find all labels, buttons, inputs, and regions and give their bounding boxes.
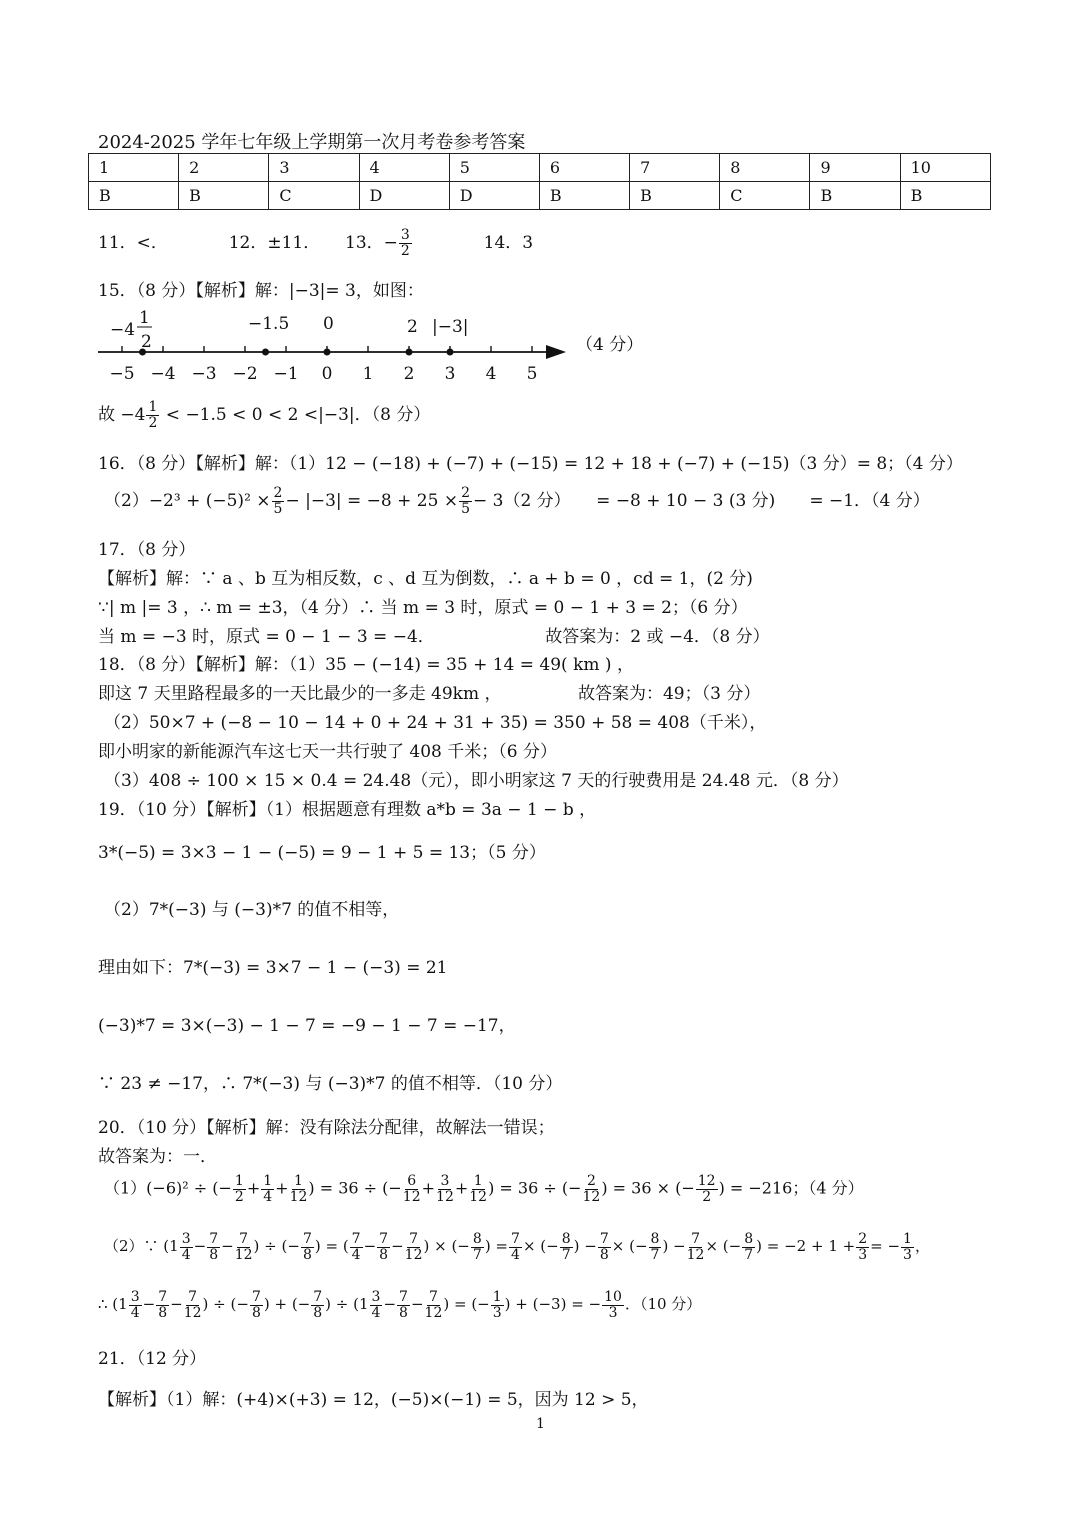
denominator: 4 bbox=[511, 1246, 520, 1263]
expr-part: ) ÷ (− bbox=[253, 1237, 300, 1256]
q19-line3: （2）7*(−3) 与 (−3)*7 的值不相等， bbox=[104, 900, 400, 920]
numerator: 2 bbox=[858, 1231, 868, 1247]
arrow-icon bbox=[546, 345, 566, 359]
q18-line1: 18．（8 分）【解析】解：（1）35 − (−14) = 35 + 14 = 49( km ) ， bbox=[98, 655, 634, 675]
table-cell: 2 bbox=[179, 154, 269, 182]
fraction bbox=[405, 1232, 423, 1262]
numerator: 7 bbox=[239, 1231, 249, 1247]
point-label-abs-neg-3: |−3| bbox=[432, 317, 469, 337]
numerator: 7 bbox=[399, 1289, 408, 1305]
denominator: 3 bbox=[903, 1246, 912, 1263]
expr-part: × (− bbox=[705, 1237, 742, 1256]
expr-part: ) − bbox=[662, 1237, 686, 1256]
tick-label: 3 bbox=[444, 364, 456, 384]
point-label-neg-4-half: −4 bbox=[110, 320, 136, 340]
expr-part: − bbox=[363, 1237, 377, 1256]
tick-label: −3 bbox=[191, 364, 217, 384]
table-cell: 7 bbox=[630, 154, 720, 182]
denominator: 12 bbox=[424, 1304, 443, 1321]
fraction bbox=[491, 1290, 504, 1320]
numerator: 7 bbox=[409, 1231, 419, 1247]
numerator: 1 bbox=[148, 399, 158, 416]
denominator: 4 bbox=[351, 1246, 361, 1263]
fraction bbox=[583, 1174, 601, 1204]
denominator: 7 bbox=[744, 1246, 754, 1263]
q15-score: （4 分） bbox=[576, 335, 644, 355]
numerator: 7 bbox=[691, 1231, 701, 1247]
numerator: 7 bbox=[351, 1231, 361, 1247]
fraction bbox=[742, 1232, 755, 1262]
fraction bbox=[598, 1232, 611, 1262]
denominator: 12 bbox=[183, 1304, 202, 1321]
denominator: 8 bbox=[302, 1246, 312, 1263]
table-cell: B bbox=[630, 182, 720, 210]
numerator: 7 bbox=[209, 1231, 219, 1247]
expr-part: ) + (− bbox=[263, 1295, 311, 1314]
expr-part: − bbox=[391, 1237, 404, 1256]
fraction bbox=[377, 1232, 390, 1262]
denominator: 4 bbox=[181, 1246, 191, 1263]
table-cell: B bbox=[810, 182, 900, 210]
denominator: 2 bbox=[702, 1188, 712, 1205]
denominator: 2 bbox=[234, 1188, 244, 1205]
q16-part: − |−3| = −8 + 25 × bbox=[285, 491, 459, 511]
page-number: 1 bbox=[536, 1416, 545, 1432]
q15-conclusion bbox=[98, 400, 430, 431]
expr-part: − bbox=[221, 1237, 234, 1256]
answer-13-prefix: 13．− bbox=[345, 233, 398, 253]
denominator: 3 bbox=[858, 1246, 868, 1263]
expr-part: × (− bbox=[611, 1237, 648, 1256]
numerator: 7 bbox=[302, 1231, 312, 1247]
answer-13 bbox=[345, 227, 413, 259]
table-cell: C bbox=[269, 182, 359, 210]
denominator: 8 bbox=[209, 1246, 219, 1263]
fraction bbox=[184, 1290, 202, 1320]
fraction bbox=[509, 1232, 522, 1262]
expr-part: ) ÷ (1 bbox=[325, 1295, 369, 1314]
numerator: 1 bbox=[903, 1231, 912, 1247]
fraction bbox=[901, 1232, 914, 1262]
expr-part: ) + (−3) = − bbox=[504, 1295, 602, 1314]
denominator: 8 bbox=[313, 1304, 323, 1321]
q20-part2 bbox=[104, 1232, 930, 1262]
answer-11: 11．<． bbox=[98, 233, 168, 253]
table-cell: B bbox=[89, 182, 179, 210]
fraction bbox=[146, 400, 159, 430]
q16-line2 bbox=[104, 486, 930, 517]
numerator: 1 bbox=[234, 1173, 244, 1189]
point-label-two: 2 bbox=[407, 317, 418, 337]
numerator: 2 bbox=[586, 1173, 596, 1189]
q21-line2: 【解析】（1）解：(+4)×(+3) = 12，(−5)×(−1) = 5，因为 12 > 5， bbox=[98, 1390, 649, 1410]
q20-line2: 故答案为：一． bbox=[98, 1147, 217, 1167]
expr-part: × (− bbox=[522, 1237, 559, 1256]
fraction bbox=[129, 1290, 142, 1320]
denominator: 3 bbox=[492, 1304, 502, 1321]
numerator: 3 bbox=[400, 227, 410, 244]
numerator: 7 bbox=[313, 1289, 323, 1305]
denominator: 4 bbox=[371, 1304, 381, 1321]
point-label-frac-num: 1 bbox=[139, 308, 150, 328]
q17-line4: 当 m = −3 时，原式 = 0 − 1 − 3 = −4． 故答案为：2 或 −4．（8 分） bbox=[98, 627, 770, 647]
fraction bbox=[397, 1290, 410, 1320]
q19-line5: (−3)*7 = 3×(−3) − 1 − 7 = −9 − 1 − 7 = −17， bbox=[98, 1016, 516, 1036]
numerator: 12 bbox=[697, 1173, 716, 1189]
expr-part: − bbox=[142, 1295, 156, 1314]
q16-line1: 16．（8 分）【解析】解：（1）12 − (−18) + (−7) + (−15) = 12 + 18 + (−7) + (−15)（3 分）= 8；（4 分） bbox=[98, 454, 963, 474]
expr-part: + bbox=[454, 1178, 469, 1198]
fraction bbox=[856, 1232, 869, 1262]
expr-part: （1）(−6)² ÷ (− bbox=[104, 1178, 232, 1198]
q20-part3 bbox=[98, 1290, 701, 1320]
numerator: 3 bbox=[181, 1231, 191, 1247]
fraction bbox=[602, 1290, 624, 1320]
table-cell: 9 bbox=[810, 154, 900, 182]
q19-line4: 理由如下：7*(−3) = 3×7 − 1 − (−3) = 21 bbox=[98, 958, 448, 978]
fraction bbox=[250, 1290, 263, 1320]
point-label-frac-den: 2 bbox=[141, 332, 152, 352]
expr-part: ) = 36 × (− bbox=[601, 1178, 695, 1198]
table-cell: 10 bbox=[900, 154, 990, 182]
fraction bbox=[459, 486, 472, 516]
numerator: 7 bbox=[599, 1231, 609, 1247]
numerator: 1 bbox=[263, 1173, 273, 1189]
table-cell: D bbox=[449, 182, 539, 210]
expr-part: ) ÷ (− bbox=[202, 1295, 249, 1314]
q16-part: （2）−2³ + (−5)² × bbox=[104, 491, 271, 511]
fraction bbox=[261, 1174, 274, 1204]
table-cell: 6 bbox=[539, 154, 629, 182]
q20-line1: 20．（10 分）【解析】解：没有除法分配律，故解法一错误； bbox=[98, 1118, 555, 1138]
numerator: 1 bbox=[473, 1173, 483, 1189]
expr-part: ) = bbox=[484, 1237, 509, 1256]
expr-part: + bbox=[246, 1178, 261, 1198]
number-line-point bbox=[447, 349, 454, 356]
numerator: 1 bbox=[492, 1289, 502, 1305]
numerator: 7 bbox=[188, 1289, 198, 1305]
denominator: 12 bbox=[436, 1188, 454, 1205]
fraction bbox=[469, 1174, 487, 1204]
expr-part: ) = −216；（4 分） bbox=[718, 1178, 864, 1198]
q18-line4: 即小明家的新能源汽车这七天一共行驶了 408 千米；（6 分） bbox=[98, 742, 557, 762]
expr-part: ) = 36 ÷ (− bbox=[488, 1178, 582, 1198]
table-cell: B bbox=[900, 182, 990, 210]
numerator: 7 bbox=[158, 1289, 168, 1305]
number-line bbox=[90, 305, 650, 387]
tick-label: 0 bbox=[321, 364, 333, 384]
denominator: 7 bbox=[650, 1246, 660, 1263]
question-number-row bbox=[89, 154, 991, 182]
fraction bbox=[350, 1232, 363, 1262]
denominator: 12 bbox=[289, 1188, 308, 1205]
answer-14: 14．3 bbox=[483, 233, 534, 253]
numerator: 7 bbox=[428, 1289, 438, 1305]
fraction bbox=[301, 1232, 314, 1262]
expr-part: ) × (− bbox=[423, 1237, 470, 1256]
denominator: 3 bbox=[608, 1304, 618, 1321]
page-title: 2024-2025 学年七年级上学期第一次月考卷参考答案 bbox=[98, 132, 526, 153]
q18-line5: （3）408 ÷ 100 × 15 × 0.4 = 24.48（元），即小明家这 7 天的行驶费用是 24.48 元．（8 分） bbox=[104, 771, 849, 791]
q17-line3: ∵| m |= 3 ，∴ m = ±3，（4 分）∴ 当 m = 3 时，原式 = 0 − 1 + 3 = 2；（6 分） bbox=[98, 598, 748, 618]
denominator: 2 bbox=[148, 415, 158, 431]
numerator: 10 bbox=[604, 1289, 622, 1305]
answer-table bbox=[88, 153, 991, 210]
number-line-point bbox=[406, 349, 413, 356]
fraction bbox=[290, 1174, 308, 1204]
expr-part: ∴ (1 bbox=[98, 1295, 128, 1314]
table-cell: 5 bbox=[449, 154, 539, 182]
table-cell: 8 bbox=[720, 154, 810, 182]
expr-part: ) − bbox=[573, 1237, 597, 1256]
expr-part: ) = −2 + 1 + bbox=[756, 1237, 856, 1256]
denominator: 2 bbox=[400, 243, 410, 259]
numerator: 3 bbox=[440, 1173, 450, 1189]
expr-part: ) = (− bbox=[443, 1295, 490, 1314]
fraction bbox=[399, 228, 412, 258]
q15-conclusion-rest: < −1.5 < 0 < 2 <|−3|．（8 分） bbox=[160, 405, 431, 425]
fraction bbox=[156, 1290, 169, 1320]
denominator: 12 bbox=[402, 1188, 421, 1205]
numerator: 7 bbox=[379, 1231, 389, 1247]
denominator: 8 bbox=[599, 1246, 609, 1263]
fraction bbox=[272, 486, 285, 516]
fraction bbox=[425, 1290, 443, 1320]
point-label-zero: 0 bbox=[323, 314, 334, 334]
tick-label: 1 bbox=[362, 364, 374, 384]
numerator: 7 bbox=[511, 1231, 520, 1247]
tick-label: −5 bbox=[109, 364, 135, 384]
answer-row bbox=[89, 182, 991, 210]
numerator: 8 bbox=[650, 1231, 660, 1247]
answer-12: 12．±11． bbox=[228, 233, 321, 253]
expr-part: （2）∵ (1 bbox=[104, 1237, 179, 1256]
table-cell: C bbox=[720, 182, 810, 210]
numerator: 8 bbox=[472, 1231, 482, 1247]
tick-label: −2 bbox=[232, 364, 258, 384]
q16-part: − 3（2 分） = −8 + 10 − 3 (3 分) = −1．（4 分） bbox=[472, 491, 930, 511]
numerator: 8 bbox=[561, 1231, 571, 1247]
tick-label: −4 bbox=[150, 364, 176, 384]
denominator: 8 bbox=[379, 1246, 389, 1263]
fraction bbox=[436, 1174, 454, 1204]
expr-part: − bbox=[193, 1237, 207, 1256]
table-cell: 3 bbox=[269, 154, 359, 182]
tick-label: 5 bbox=[526, 364, 538, 384]
table-cell: D bbox=[359, 182, 449, 210]
expr-part: − bbox=[170, 1295, 183, 1314]
denominator: 8 bbox=[158, 1304, 168, 1321]
fraction bbox=[560, 1232, 573, 1262]
table-cell: B bbox=[539, 182, 629, 210]
fraction bbox=[649, 1232, 662, 1262]
tick-label: −1 bbox=[273, 364, 299, 384]
denominator: 12 bbox=[404, 1246, 423, 1263]
denominator: 12 bbox=[582, 1188, 601, 1205]
q15-header: 15．（8 分）【解析】解：|−3|= 3，如图： bbox=[98, 281, 424, 301]
point-label-neg-1-5: −1.5 bbox=[248, 314, 290, 334]
denominator: 7 bbox=[472, 1246, 482, 1263]
denominator: 8 bbox=[251, 1304, 261, 1321]
denominator: 4 bbox=[130, 1304, 140, 1321]
number-line-point bbox=[324, 349, 331, 356]
fraction bbox=[233, 1174, 246, 1204]
fraction bbox=[471, 1232, 484, 1262]
numerator: 3 bbox=[130, 1289, 140, 1305]
denominator: 8 bbox=[399, 1304, 408, 1321]
fraction bbox=[180, 1232, 193, 1262]
numerator: 8 bbox=[744, 1231, 754, 1247]
table-cell: B bbox=[179, 182, 269, 210]
fraction bbox=[207, 1232, 220, 1262]
denominator: 7 bbox=[561, 1246, 571, 1263]
denominator: 12 bbox=[234, 1246, 253, 1263]
answers-11-14 bbox=[98, 228, 533, 259]
expr-part: ) = 36 ÷ (− bbox=[308, 1178, 402, 1198]
denominator: 12 bbox=[469, 1188, 488, 1205]
fraction bbox=[687, 1232, 705, 1262]
expr-part: + bbox=[421, 1178, 436, 1198]
q15-conclusion-prefix: 故 −4 bbox=[98, 405, 146, 425]
denominator: 5 bbox=[273, 501, 283, 517]
numerator: 6 bbox=[407, 1173, 417, 1189]
expr-part: ．（10 分） bbox=[624, 1295, 702, 1314]
q17-line2: 【解析】解：∵ a 、b 互为相反数，c 、d 互为倒数，∴ a + b = 0 ，cd = 1，(2 分) bbox=[98, 569, 753, 589]
fraction bbox=[311, 1290, 324, 1320]
q18-line2: 即这 7 天里路程最多的一天比最少的一多走 49km ， 故答案为：49；（3 分） bbox=[98, 684, 761, 704]
denominator: 4 bbox=[263, 1188, 273, 1205]
table-cell: 4 bbox=[359, 154, 449, 182]
fraction bbox=[370, 1290, 383, 1320]
q20-part1 bbox=[104, 1174, 864, 1204]
expr-part: ) = ( bbox=[314, 1237, 349, 1256]
q19-line1: 19．（10 分）【解析】（1）根据题意有理数 a*b = 3a − 1 − b ， bbox=[98, 800, 597, 820]
q19-line6: ∵ 23 ≠ −17，∴ 7*(−3) 与 (−3)*7 的值不相等．（10 分） bbox=[98, 1074, 563, 1094]
fraction bbox=[403, 1174, 421, 1204]
numerator: 1 bbox=[294, 1173, 303, 1189]
expr-part: − bbox=[410, 1295, 424, 1314]
numerator: 3 bbox=[371, 1289, 381, 1305]
table-cell: 1 bbox=[89, 154, 179, 182]
q21-line1: 21．（12 分） bbox=[98, 1349, 207, 1369]
expr-part: − bbox=[383, 1295, 397, 1314]
numerator: 2 bbox=[273, 485, 283, 502]
expr-part: + bbox=[275, 1178, 289, 1198]
numerator: 2 bbox=[461, 485, 470, 502]
tick-label: 2 bbox=[403, 364, 415, 384]
q17-line1: 17．（8 分） bbox=[98, 540, 196, 560]
expr-part: ， bbox=[914, 1237, 930, 1256]
number-line-point bbox=[262, 349, 269, 356]
tick-label: 4 bbox=[485, 364, 497, 384]
denominator: 5 bbox=[461, 501, 470, 517]
fraction bbox=[696, 1174, 718, 1204]
denominator: 12 bbox=[686, 1246, 705, 1263]
numerator: 7 bbox=[251, 1289, 261, 1305]
fraction bbox=[235, 1232, 253, 1262]
q18-line3: （2）50×7 + (−8 − 10 − 14 + 0 + 24 + 31 + 35) = 350 + 58 = 408（千米）， bbox=[104, 713, 767, 733]
expr-part: = − bbox=[870, 1237, 901, 1256]
q19-line2: 3*(−5) = 3×3 − 1 − (−5) = 9 − 1 + 5 = 13；（5 分） bbox=[98, 843, 546, 863]
